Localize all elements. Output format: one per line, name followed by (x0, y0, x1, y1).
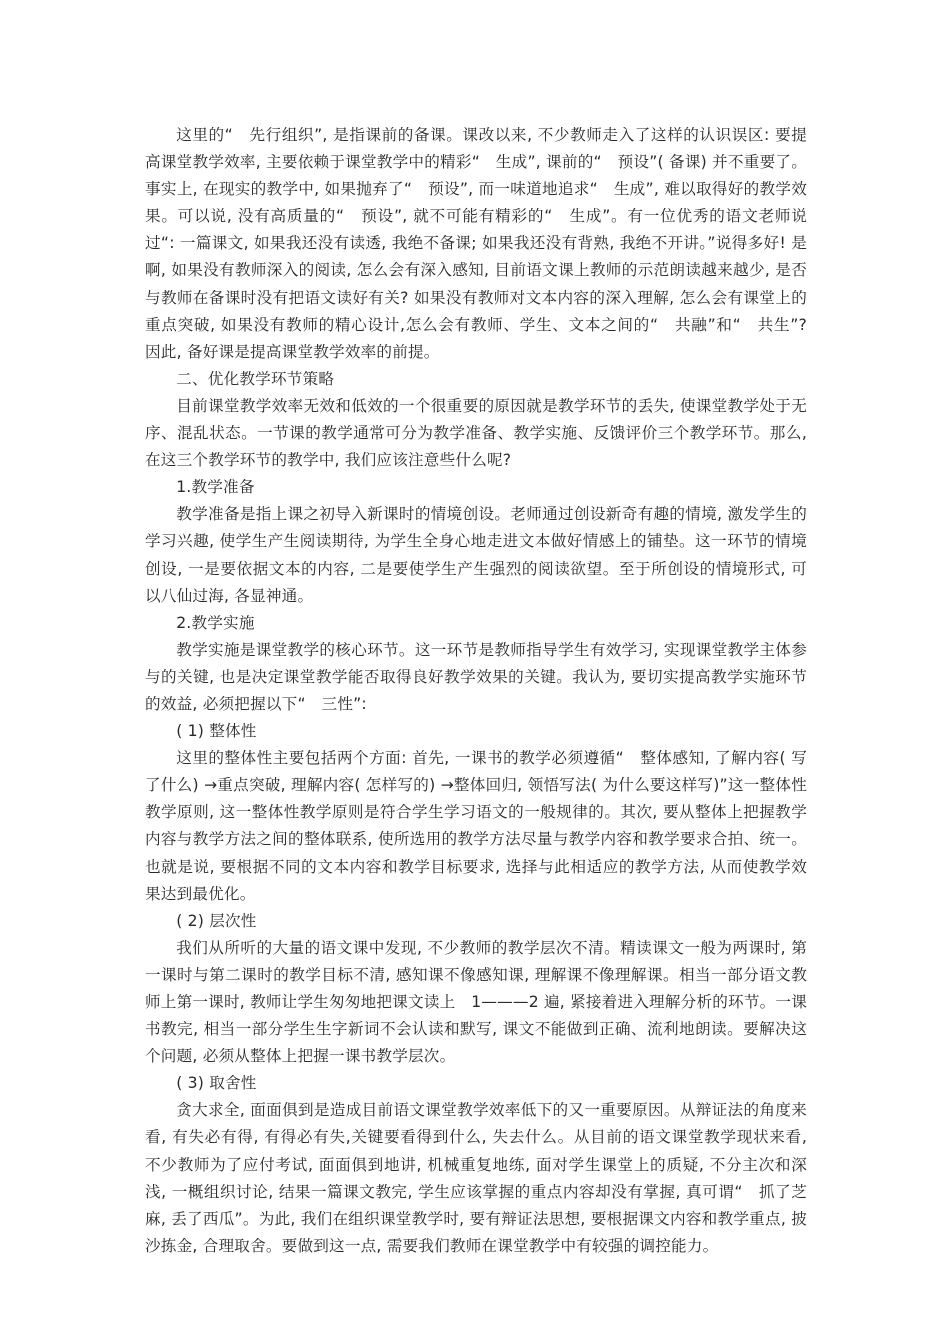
paragraph-teaching-preparation: 教学准备是指上课之初导入新课时的情境创设。老师通过创设新奇有趣的情境, 激发学生的学习兴趣, 使学生产生阅读期待, 为学生全身心地走进文本做好情感上的铺垫。这一环节的情境创设, 一是要依据文本的内容, 二是要使学生产生强烈的阅读欲望。至于所创设的情境形式, 可以八仙过海, 各显神通。 (145, 505, 807, 605)
document-body (145, 122, 807, 1260)
subheading-wholeness: ( 1) 整体性 (176, 722, 257, 741)
section-heading-optimize-steps: 二、优化教学环节策略 (176, 369, 335, 388)
subheading-teaching-preparation: 1.教学准备 (176, 478, 255, 497)
paragraph-wholeness: 这里的整体性主要包括两个方面: 首先, 一课书的教学必须遵循“ 整体感知, 了解内容( 写了什么) →重点突破, 理解内容( 怎样写的) →整体回归, 领悟写法( 为什么要这样写)”这一整体性教学原则, 这一整体性教学原则是符合学生学习语文的一般规律的。其次, 要从整体上把握教学内容与教学方法之间的整体联系, 使所选用的教学方法尽量与教学内容和教学要求合拍、统一。也就是说, 要根据不同的文本内容和教学目标要求, 选择与此相适应的教学方法, 从而使教学效果达到最优化。 (145, 749, 807, 903)
paragraph-selection: 贪大求全, 面面俱到是造成目前语文课堂教学效率低下的又一重要原因。从辩证法的角度来看, 有失必有得, 有得必有失,关键要看得到什么, 失去什么。从目前的语文课堂教学现状来看, 不少教师为了应付考试, 面面俱到地讲, 机械重复地练, 面对学生课堂上的质疑, 不分主次和深浅, 一概组织讨论, 结果一篇课文教完, 学生应该掌握的重点内容却没有掌握, 真可谓“ 抓了芝麻, 丢了西瓜”。为此, 我们在组织课堂教学时, 要有辩证法思想, 要根据课文内容和教学重点, 披沙拣金, 合理取舍。要做到这一点, 需要我们教师在课堂教学中有较强的调控能力。 (145, 1101, 807, 1255)
paragraph-preparation-importance: 这里的“ 先行组织”, 是指课前的备课。课改以来, 不少教师走入了这样的认识误区: 要提高课堂教学效率, 主要依赖于课堂教学中的精彩“ 生成”, 课前的“ 预设”( 备课) 并不重要了。事实上, 在现实的教学中, 如果抛弃了“ 预设”, 而一味道地追求“ 生成”, 难以取得好的教学效果。可以说, 没有高质量的“ 预设”, 就不可能有精彩的“ 生成”。有一位优秀的语文老师说过“: 一篇课文, 如果我还没有读透, 我绝不备课; 如果我还没有背熟, 我绝不开讲。”说得多好! 是啊, 如果没有教师深入的阅读, 怎么会有深入感知, 目前语文课上教师的示范朗读越来越少, 是否与教师在备课时没有把语文读好有关? 如果没有教师对文本内容的深入理解, 怎么会有课堂上的重点突破, 如果没有教师的精心设计,怎么会有教师、学生、文本之间的“ 共融”和“ 共生”? 因此, 备好课是提高课堂教学效率的前提。 (145, 126, 807, 361)
paragraph-steps-intro: 目前课堂教学效率无效和低效的一个很重要的原因就是教学环节的丢失, 使课堂教学处于无序、混乱状态。一节课的教学通常可分为教学准备、教学实施、反馈评价三个教学环节。那么, 在这三个教学环节的教学中, 我们应该注意些什么呢? (145, 396, 807, 470)
subheading-layering: ( 2) 层次性 (176, 911, 257, 930)
subheading-teaching-implementation: 2.教学实施 (176, 613, 255, 632)
paragraph-teaching-implementation: 教学实施是课堂教学的核心环节。这一环节是教师指导学生有效学习, 实现课堂教学主体参与的关键, 也是决定课堂教学能否取得良好教学效果的关键。我认为, 要切实提高教学实施环节的效益, 必须把握以下“ 三性”: (145, 640, 807, 713)
paragraph-layering: 我们从所听的大量的语文课中发现, 不少教师的教学层次不清。精读课文一般为两课时, 第一课时与第二课时的教学目标不清, 感知课不像感知课, 理解课不像理解课。相当一部分语文教师上第一课时, 教师让学生匆匆地把课文读上 1———2 遍, 紧接着进入理解分析的环节。一课书教完, 相当一部分学生生字新词不会认读和默写, 课文不能做到正确、流利地朗读。要解决这个问题, 必须从整体上把握一课书教学层次。 (145, 938, 807, 1066)
subheading-selection: ( 3) 取舍性 (176, 1074, 257, 1093)
